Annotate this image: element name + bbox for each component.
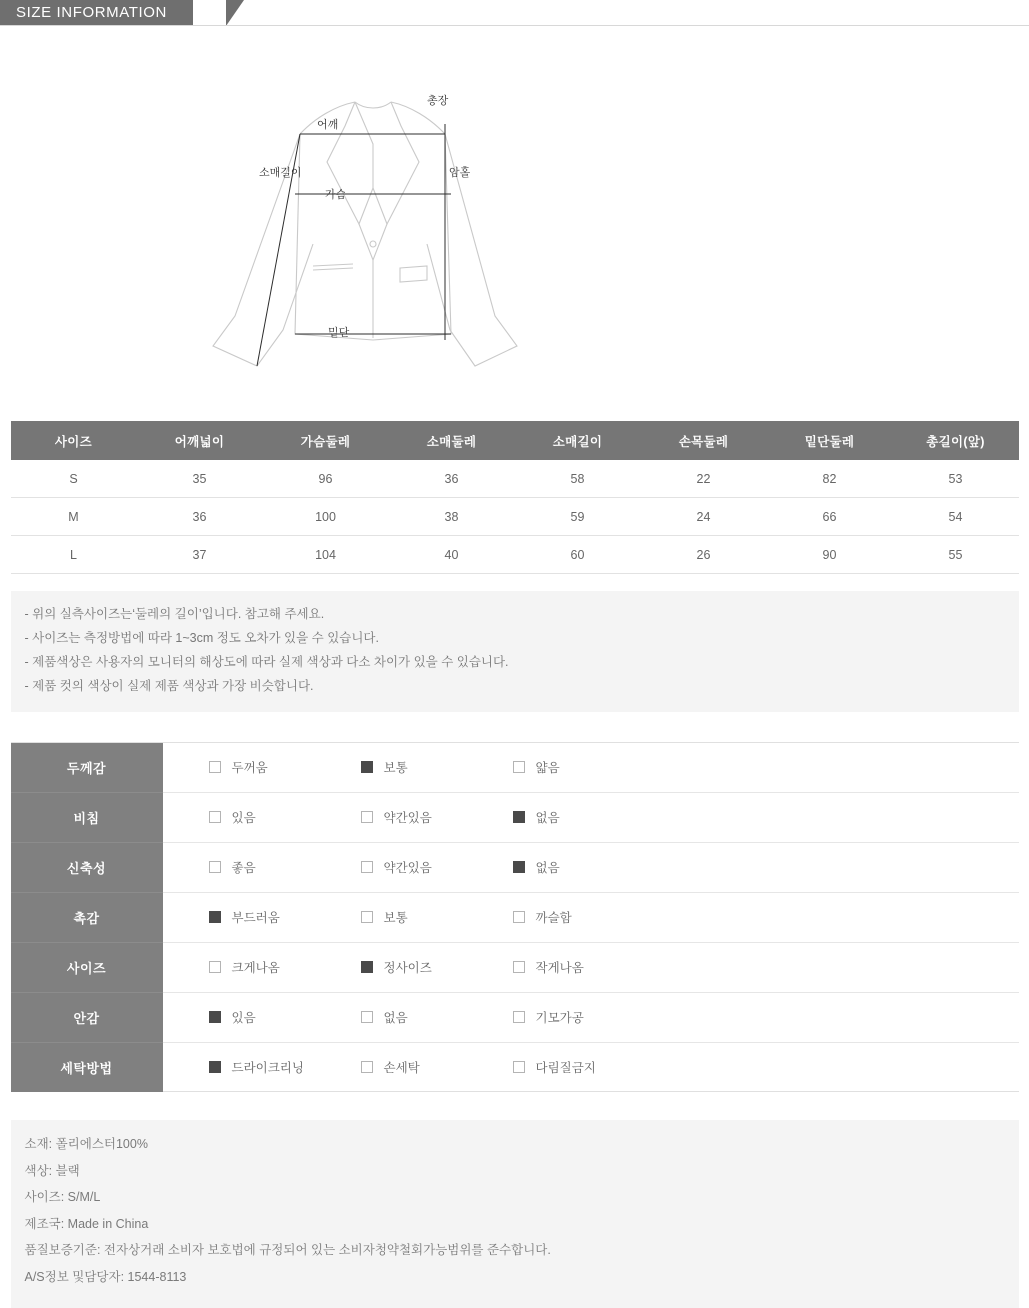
checkbox-checked-icon[interactable]: [209, 1011, 221, 1023]
table-header-row: [11, 421, 1019, 460]
option-label: 기모가공: [535, 1011, 584, 1025]
checkbox-icon[interactable]: [513, 1011, 525, 1023]
option-fit-true[interactable]: [361, 958, 513, 976]
attribute-options: [163, 792, 1019, 842]
garment-measurement-diagram: [0, 26, 1029, 421]
cell-size: L: [11, 536, 137, 574]
checkbox-checked-icon[interactable]: [361, 761, 373, 773]
attribute-row-fit: [11, 942, 1019, 992]
checkbox-icon[interactable]: [513, 911, 525, 923]
jacket-line-drawing: [195, 84, 835, 384]
attribute-label: 신축성: [11, 842, 163, 892]
option-wash-no-iron[interactable]: [513, 1058, 665, 1076]
option-label: 없음: [383, 1011, 408, 1025]
option-label: 있음: [231, 811, 256, 825]
attribute-options: [163, 892, 1019, 942]
attribute-options: [163, 1042, 1019, 1092]
checkbox-icon[interactable]: [209, 811, 221, 823]
attribute-options: [163, 842, 1019, 892]
diagram-label-total-length: 총장: [426, 95, 448, 107]
option-lining-fleece[interactable]: [513, 1008, 665, 1026]
size-measurement-table: [11, 421, 1019, 574]
option-label: 있음: [231, 1011, 256, 1025]
checkbox-icon[interactable]: [361, 1061, 373, 1073]
attribute-label: 사이즈: [11, 942, 163, 992]
attribute-label: 촉감: [11, 892, 163, 942]
attribute-options: [163, 743, 1019, 793]
cell-size: M: [11, 498, 137, 536]
table-row: [11, 460, 1019, 498]
info-warranty: 품질보증기준: 전자상거래 소비자 보호법에 규정되어 있는 소비자청약철회가능범위를 준수합니다.: [24, 1243, 551, 1257]
attribute-row-lining: [11, 992, 1019, 1042]
column-header: 소매둘레: [389, 421, 515, 460]
diagram-label-hem: 밑단: [327, 327, 349, 339]
option-label: 정사이즈: [383, 961, 432, 975]
cell-shoulder: 36: [137, 498, 263, 536]
checkbox-checked-icon[interactable]: [513, 811, 525, 823]
cell-sleeve-circumference: 38: [389, 498, 515, 536]
note-line: - 위의 실측사이즈는‘둘레의 길이’입니다. 참고해 주세요.: [24, 607, 325, 621]
option-label: 보통: [383, 761, 408, 775]
option-label: 좋음: [231, 861, 256, 875]
checkbox-checked-icon[interactable]: [513, 861, 525, 873]
option-wash-handwash[interactable]: [361, 1058, 513, 1076]
cell-total-length: 55: [893, 536, 1019, 574]
section-header: [0, 0, 1029, 26]
attribute-row-sheerness: [11, 792, 1019, 842]
attribute-options: [163, 992, 1019, 1042]
option-thickness-thick[interactable]: [209, 758, 361, 776]
option-texture-rough[interactable]: [513, 908, 665, 926]
option-texture-soft[interactable]: [209, 908, 361, 926]
cell-total-length: 53: [893, 460, 1019, 498]
cell-sleeve-circumference: 40: [389, 536, 515, 574]
cell-wrist: 22: [641, 460, 767, 498]
checkbox-icon[interactable]: [209, 961, 221, 973]
attribute-row-wash: [11, 1042, 1019, 1092]
diagram-label-sleeve-length: 소매길이: [258, 167, 302, 179]
attribute-label: 세탁방법: [11, 1042, 163, 1092]
checkbox-icon[interactable]: [209, 761, 221, 773]
checkbox-icon[interactable]: [361, 811, 373, 823]
info-sizes: 사이즈: S/M/L: [24, 1190, 101, 1204]
cell-shoulder: 35: [137, 460, 263, 498]
checkbox-icon[interactable]: [361, 911, 373, 923]
checkbox-checked-icon[interactable]: [209, 911, 221, 923]
option-fit-small[interactable]: [513, 958, 665, 976]
attribute-row-texture: [11, 892, 1019, 942]
cell-chest: 96: [263, 460, 389, 498]
option-label: 작게나옴: [535, 961, 584, 975]
cell-chest: 100: [263, 498, 389, 536]
option-label: 보통: [383, 911, 408, 925]
attribute-row-thickness: [11, 743, 1019, 793]
cell-sleeve-length: 60: [515, 536, 641, 574]
option-lining-yes[interactable]: [209, 1008, 361, 1026]
size-notes: [11, 591, 1019, 712]
column-header: 손목둘레: [641, 421, 767, 460]
cell-chest: 104: [263, 536, 389, 574]
option-label: 까슬함: [535, 911, 572, 925]
cell-size: S: [11, 460, 137, 498]
column-header: 총길이(앞): [893, 421, 1019, 460]
option-thickness-normal[interactable]: [361, 758, 513, 776]
option-label: 얇음: [535, 761, 560, 775]
checkbox-icon[interactable]: [513, 961, 525, 973]
option-label: 약간있음: [383, 861, 432, 875]
option-label: 드라이크리닝: [231, 1060, 304, 1075]
cell-shoulder: 37: [137, 536, 263, 574]
checkbox-icon[interactable]: [513, 761, 525, 773]
diagram-label-chest: 가슴: [324, 189, 346, 201]
table-row: [11, 536, 1019, 574]
column-header: 사이즈: [11, 421, 137, 460]
cell-sleeve-length: 58: [515, 460, 641, 498]
option-texture-normal[interactable]: [361, 908, 513, 926]
checkbox-checked-icon[interactable]: [209, 1061, 221, 1073]
diagram-label-shoulder: 어깨: [316, 119, 338, 131]
attribute-row-elasticity: [11, 842, 1019, 892]
cell-hem: 90: [767, 536, 893, 574]
cell-sleeve-circumference: 36: [389, 460, 515, 498]
info-material: 소재: 폴리에스터100%: [24, 1137, 148, 1151]
option-label: 약간있음: [383, 811, 432, 825]
attribute-options: [163, 942, 1019, 992]
checkbox-icon[interactable]: [361, 1011, 373, 1023]
option-label: 없음: [535, 861, 560, 875]
option-label: 부드러움: [231, 911, 280, 925]
option-label: 크게나옴: [231, 961, 280, 975]
option-thickness-thin[interactable]: [513, 758, 665, 776]
note-line: - 제품색상은 사용자의 모니터의 해상도에 따라 실제 색상과 다소 차이가 있을 수 있습니다.: [24, 655, 509, 670]
option-label: 다림질금지: [535, 1060, 596, 1075]
checkbox-icon[interactable]: [209, 861, 221, 873]
note-line: - 제품 컷의 색상이 실제 제품 색상과 가장 비슷합니다.: [24, 679, 314, 694]
note-line: - 사이즈는 측정방법에 따라 1~3cm 정도 오차가 있을 수 있습니다.: [24, 631, 379, 646]
header-tab-slant: [226, 0, 244, 26]
option-wash-dryclean[interactable]: [209, 1058, 361, 1076]
attribute-label: 안감: [11, 992, 163, 1042]
checkbox-checked-icon[interactable]: [361, 961, 373, 973]
diagram-label-armhole: 암홀: [448, 167, 470, 179]
cell-total-length: 54: [893, 498, 1019, 536]
option-label: 두꺼움: [231, 761, 268, 775]
column-header: 어깨넓이: [137, 421, 263, 460]
option-label: 없음: [535, 811, 560, 825]
attribute-label: 두께감: [11, 743, 163, 793]
option-fit-large[interactable]: [209, 958, 361, 976]
fabric-attributes-table: [11, 743, 1019, 1093]
column-header: 소매길이: [515, 421, 641, 460]
page-title: SIZE INFORMATION: [0, 0, 193, 26]
column-header: 가슴둘레: [263, 421, 389, 460]
option-elasticity-good[interactable]: [209, 858, 361, 876]
checkbox-icon[interactable]: [513, 1061, 525, 1073]
column-header: 밑단둘레: [767, 421, 893, 460]
cell-hem: 66: [767, 498, 893, 536]
option-label: 손세탁: [383, 1060, 420, 1075]
attribute-label: 비침: [11, 792, 163, 842]
option-lining-no[interactable]: [361, 1008, 513, 1026]
option-elasticity-none[interactable]: [513, 858, 665, 876]
cell-wrist: 24: [641, 498, 767, 536]
info-origin: 제조국: Made in China: [24, 1216, 149, 1231]
option-sheerness-none[interactable]: [513, 808, 665, 826]
checkbox-icon[interactable]: [361, 861, 373, 873]
option-elasticity-slight[interactable]: [361, 858, 513, 876]
fabric-attributes-section: [11, 742, 1019, 1093]
table-row: [11, 498, 1019, 536]
option-sheerness-slight[interactable]: [361, 808, 513, 826]
product-info: [11, 1120, 1019, 1308]
option-sheerness-yes[interactable]: [209, 808, 361, 826]
info-as-contact: A/S정보 및담당자: 1544-8113: [24, 1269, 187, 1284]
cell-sleeve-length: 59: [515, 498, 641, 536]
cell-hem: 82: [767, 460, 893, 498]
info-color: 색상: 블랙: [24, 1163, 80, 1178]
cell-wrist: 26: [641, 536, 767, 574]
